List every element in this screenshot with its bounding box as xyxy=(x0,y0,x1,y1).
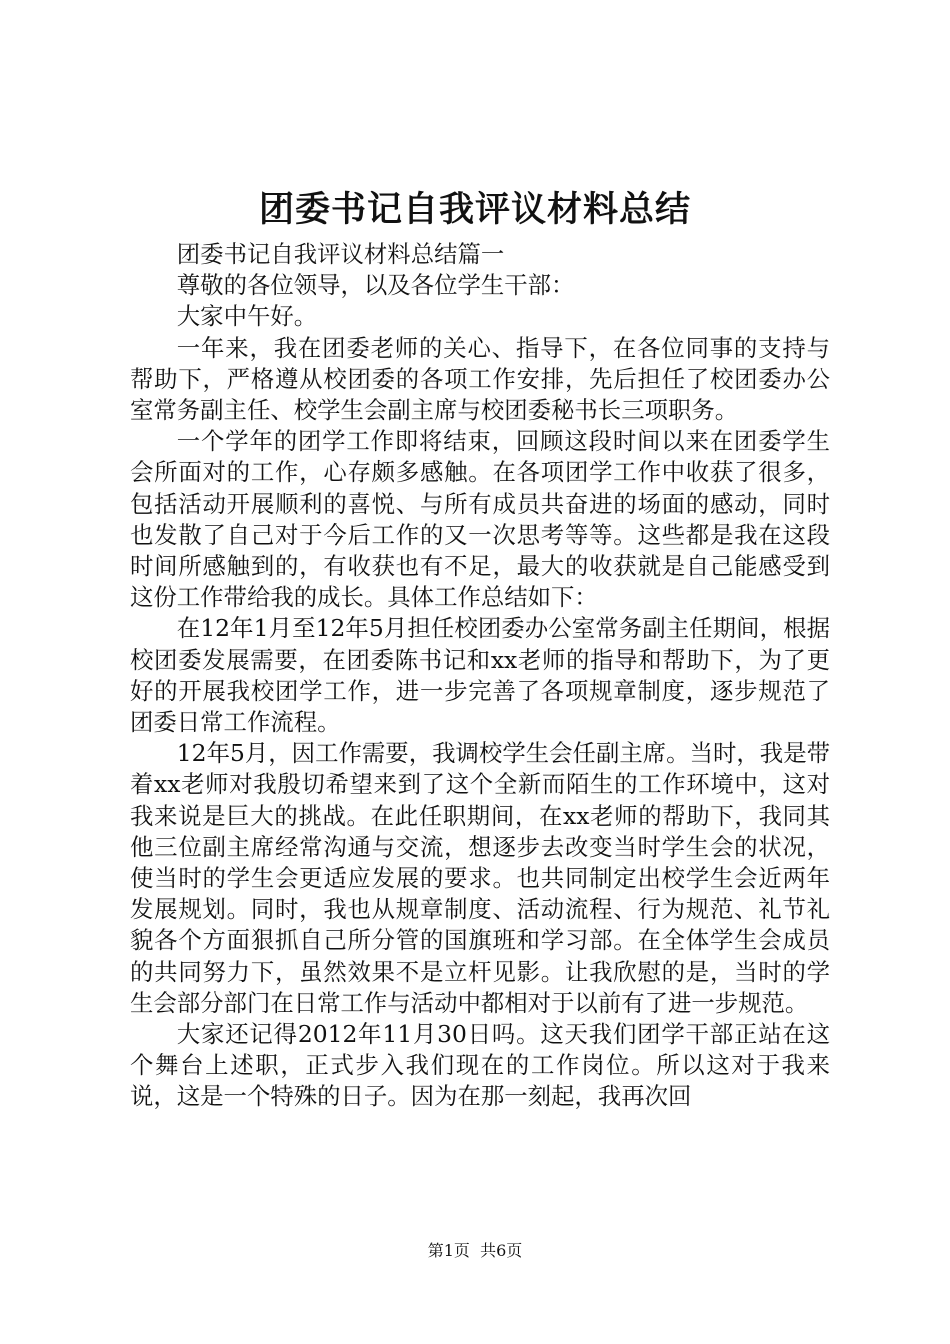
paragraph-reflection: 一个学年的团学工作即将结束，回顾这段时间以来在团委学生会所面对的工作，心存颇多感触。在各项团学工作中收获了很多，包括活动开展顺利的喜悦、与所有成员共奋进的场面的感动，同时也发散了自己对于今后工作的又一次思考等等。这些都是我在这段时间所感触到的，有收获也有不足，最大的收获就是自己能感受到这份工作带给我的成长。具体工作总结如下： xyxy=(130,427,830,612)
paragraph-office-role: 在12年1月至12年5月担任校团委办公室常务副主任期间，根据校团委发展需要，在团委陈书记和xx老师的指导和帮助下，为了更好的开展我校团学工作，进一步完善了各项规章制度，逐步规范了团委日常工作流程。 xyxy=(130,614,830,737)
footer-gap xyxy=(470,1241,480,1260)
page-total: 共6页 xyxy=(480,1241,523,1260)
paragraph-salutation: 尊敬的各位领导，以及各位学生干部： xyxy=(176,271,575,300)
paragraph-student-union: 12年5月，因工作需要，我调校学生会任副主席。当时，我是带着xx老师对我殷切希望来到了这个全新而陌生的工作环境中，这对我来说是巨大的挑战。在此任职期间，在xx老师的帮助下，我同其他三位副主席经常沟通与交流，想逐步去改变当时学生会的状况，使当时的学生会更适应发展的要求。也共同制定出校学生会近两年发展规划。同时，我也从规章制度、活动流程、行为规范、礼节礼貌各个方面狠抓自己所分管的国旗班和学习部。在全体学生会成员的共同努力下，虽然效果不是立杆见影。让我欣慰的是，当时的学生会部分部门在日常工作与活动中都相对于以前有了进一步规范。 xyxy=(130,739,830,1017)
page-number: 第1页 xyxy=(427,1241,470,1260)
page-footer xyxy=(0,1240,950,1262)
paragraph-intro: 一年来，我在团委老师的关心、指导下，在各位同事的支持与帮助下，严格遵从校团委的各项工作安排，先后担任了校团委办公室常务副主任、校学生会副主席与校团委秘书长三项职务。 xyxy=(130,333,830,425)
document-body xyxy=(130,239,830,1113)
document-title: 团委书记自我评议材料总结 xyxy=(258,190,691,230)
paragraph-heading: 团委书记自我评议材料总结篇一 xyxy=(176,240,505,268)
paragraph-anniversary: 大家还记得2012年11月30日吗。这天我们团学干部正站在这个舞台上述职，正式步入我们现在的工作岗位。所以这对于我来说，这是一个特殊的日子。因为在那一刻起，我再次回 xyxy=(130,1020,830,1111)
paragraph-greeting: 大家中午好。 xyxy=(176,302,318,331)
